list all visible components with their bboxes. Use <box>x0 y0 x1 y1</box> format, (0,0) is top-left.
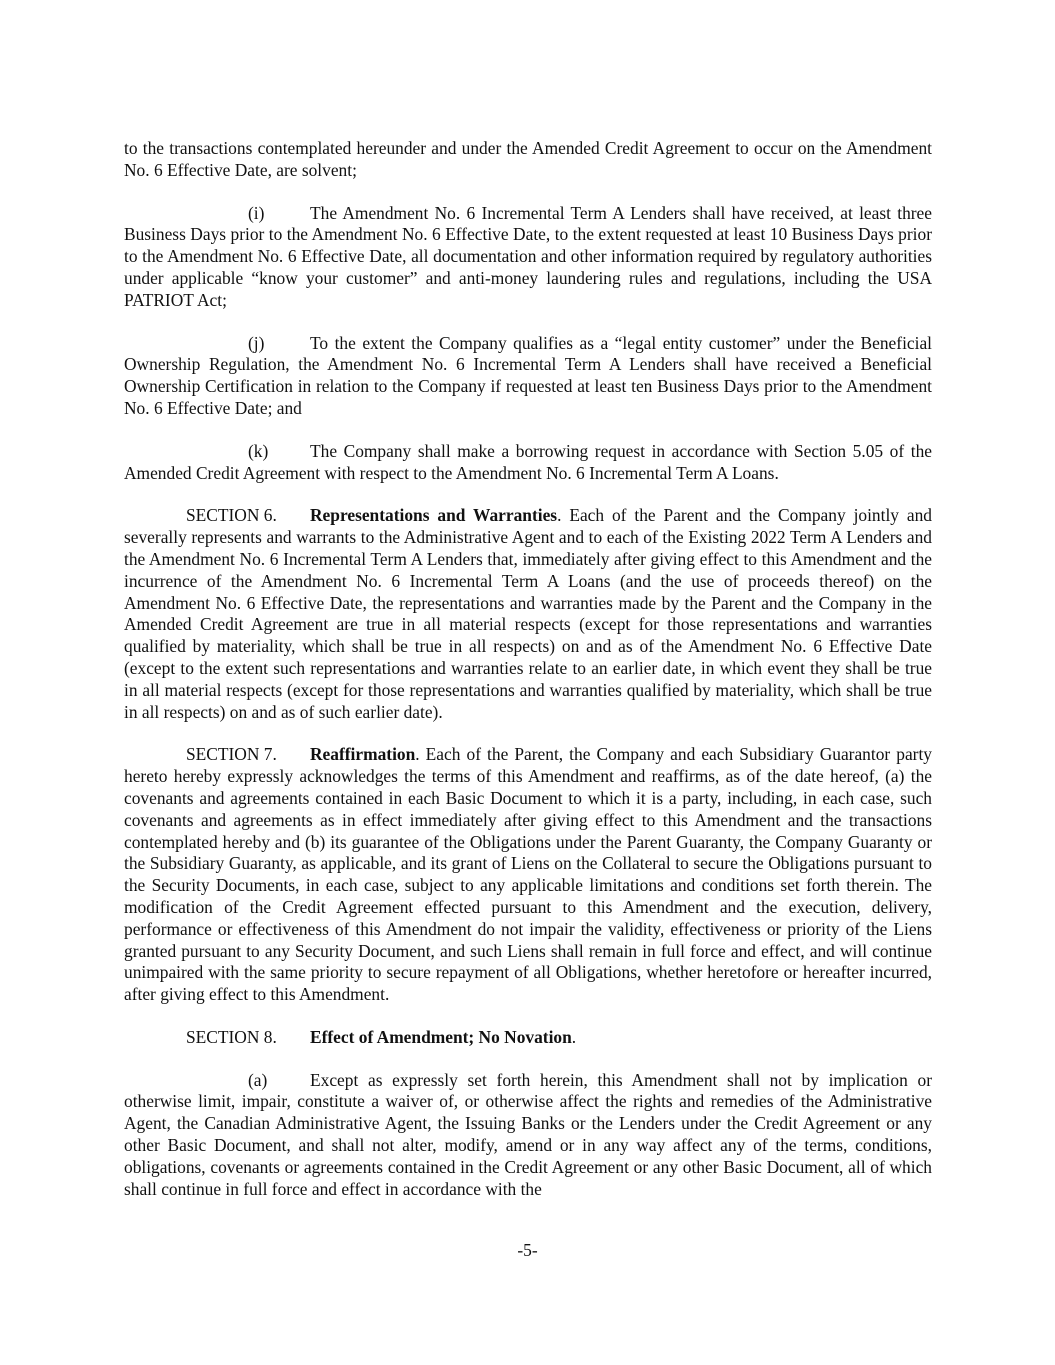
clause-label: (k) <box>248 440 269 461</box>
section-body: . Each of the Parent and the Company jointly and severally represents and warrants to the Administrative Agent and to each of the Existing 2022 Term A Lenders and the Amendment No. 6 Incremental Term A Lenders that, immediately after giving effect to this Amendment and the incurrence of the Amendment No. 6 Incremental Term A Loans (and the use of proceeds thereof) on the Amendment No. 6 Effective Date, the representations and warranties made by the Parent and the Company in the Amended Credit Agreement are true in all material respects (except for those representations and warranties qualified by materiality, which shall be true in all respects) on and as of the Amendment No. 6 Effective Date (except to the extent such representations and warranties relate to an earlier date, in which event they shall be true in all material respects (except for those representations and warranties qualified by materiality, which shall be true in all respects) on and as of such earlier date). <box>124 505 932 722</box>
clause-label: (j) <box>248 332 265 353</box>
section-heading-suffix: . <box>571 1026 577 1047</box>
section-heading: Representations and Warranties <box>310 505 558 526</box>
clause-text: Except as expressly set forth herein, this Amendment shall not by implication or otherwise limit, impair, constitute a waiver of, or otherwise affect the rights and remedies of the Administrative Agent, the Canadian Administrative Agent, the Issuing Banks or the Lenders under the Credit Agreement or any other Basic Document, and shall not alter, modify, amend or in any way affect any of the terms, conditions, obligations, covenants or agreements contained in the Credit Agreement or any other Basic Document, all of which shall continue in full force and effect in accordance with the <box>124 1069 932 1199</box>
section-body: . Each of the Parent, the Company and each Subsidiary Guarantor party hereto hereby expressly acknowledges the terms of this Amendment and reaffirms, as of the date hereof, (a) the covenants and agreements contained in each Basic Document to which it is a party, including, in each case, such covenants and agreements as in effect immediately after giving effect to this Amendment and the transactions contemplated hereby and (b) its guarantee of the Obligations under the Parent Guaranty, the Company Guaranty or the Subsidiary Guaranty, as applicable, and its grant of Liens on the Collateral to secure the Obligations pursuant to the Security Documents, in each case, subject to any applicable limitations and conditions set forth therein. The modification of the Credit Agreement effected pursuant to this Amendment and the execution, delivery, performance or effectiveness of this Amendment do not impair the validity, effectiveness or priority of the Liens granted pursuant to any Security Document, and such Liens shall remain in full force and effect, and will continue unimpaired with the same priority to secure repayment of all Obligations, whether heretofore or hereafter incurred, after giving effect to this Amendment. <box>124 744 932 1005</box>
clause-j <box>124 333 932 420</box>
clause-text: The Company shall make a borrowing request in accordance with Section 5.05 of the Amended Credit Agreement with respect to the Amendment No. 6 Incremental Term A Loans. <box>124 440 932 483</box>
section-heading: Effect of Amendment; No Novation <box>310 1026 572 1047</box>
clause-label: (a) <box>248 1069 268 1090</box>
clause-label: (i) <box>248 202 265 223</box>
section-heading: Reaffirmation <box>310 744 416 765</box>
section-6 <box>124 505 932 723</box>
clause-text: The Amendment No. 6 Incremental Term A Lenders shall have received, at least three Business Days prior to the Amendment No. 6 Effective Date, to the extent requested at least 10 Business Days prior to the Amendment No. 6 Effective Date, all documentation and other information required by regulatory authorities under applicable “know your customer” and anti-money laundering rules and regulations, including the USA PATRIOT Act; <box>124 202 932 310</box>
document-page <box>124 138 932 1221</box>
section-label: SECTION 8. <box>186 1026 277 1047</box>
section-8 <box>124 1027 932 1049</box>
section-label: SECTION 6. <box>186 505 277 526</box>
page-number: -5- <box>517 1240 538 1260</box>
section-7 <box>124 744 932 1006</box>
section-8-clause-a <box>124 1070 932 1201</box>
section-label: SECTION 7. <box>186 744 277 765</box>
clause-k <box>124 441 932 485</box>
clause-i <box>124 203 932 312</box>
continuation-paragraph: to the transactions contemplated hereunder and under the Amended Credit Agreement to occur on the Amendment No. 6 Effective Date, are solvent; <box>124 138 932 180</box>
clause-text: To the extent the Company qualifies as a “legal entity customer” under the Beneficial Ownership Regulation, the Amendment No. 6 Incremental Term A Lenders shall have received a Beneficial Ownership Certification in relation to the Company if requested at least ten Business Days prior to the Amendment No. 6 Effective Date; and <box>124 332 932 418</box>
